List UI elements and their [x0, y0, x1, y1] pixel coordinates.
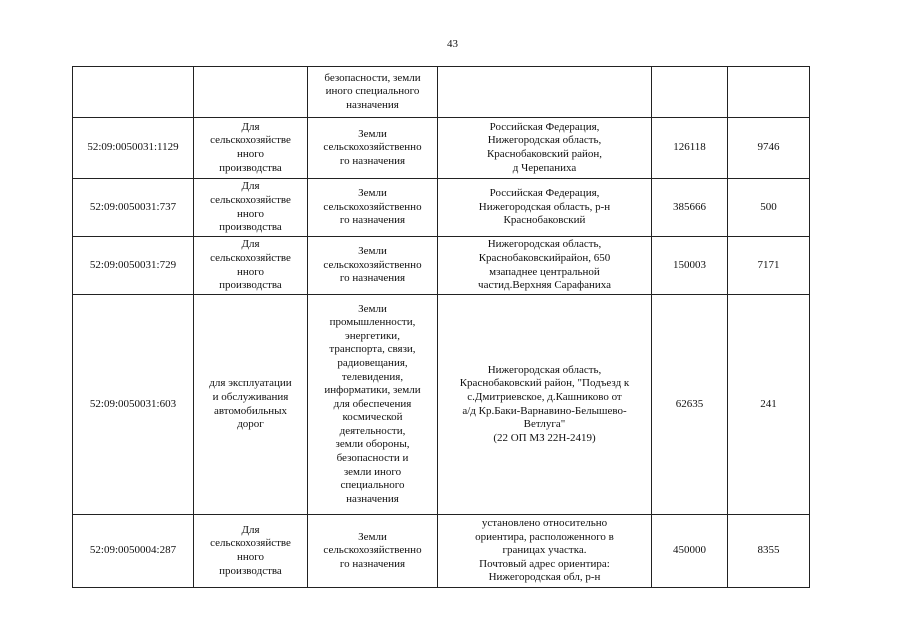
- cell-text-line: Для: [241, 523, 260, 536]
- cell-text-line: Нижегородская область,: [487, 238, 602, 251]
- cell-text-line: и обслуживания: [212, 390, 289, 403]
- cell-text-line: нного: [236, 148, 264, 160]
- permitted-use-cell: [194, 295, 308, 515]
- cadastral-number-cell: [73, 237, 194, 295]
- cell-text-line: автомобильных: [214, 404, 287, 417]
- cell-text-line: Российская Федерация,: [489, 120, 600, 133]
- cell-text-line: установлено относительно: [481, 517, 608, 530]
- cell-text-line: сельскохозяйстве: [210, 251, 291, 264]
- area-cell: [652, 515, 728, 588]
- table-row: [73, 237, 810, 295]
- cell-text-line: сельскохозяйственно: [323, 258, 422, 271]
- cell-text-line: Нижегородская область,: [487, 134, 602, 147]
- cadastral-number-cell: [73, 179, 194, 237]
- cell-text-line: Ветлуга": [523, 418, 566, 431]
- cell-text-line: мзападнее центральной: [489, 265, 600, 278]
- cell-text-line: радиовещания,: [337, 356, 408, 369]
- cell-text-line: сельскохозяйственно: [323, 544, 422, 557]
- table-row: [73, 118, 810, 179]
- permitted-use-cell: [194, 67, 308, 118]
- cell-text: 241: [760, 397, 777, 410]
- cell-text-line: Для: [241, 180, 260, 193]
- cell-text-line: сельскохозяйстве: [210, 193, 291, 206]
- cadastral-number-cell: [73, 118, 194, 179]
- table-row: [73, 67, 810, 118]
- land-category-cell: [308, 295, 438, 515]
- value-cell: [728, 295, 810, 515]
- cell-text-line: сельскохозяйстве: [210, 134, 291, 147]
- land-category-cell: [308, 237, 438, 295]
- cell-text-line: безопасности и: [336, 452, 409, 465]
- area-cell: [652, 295, 728, 515]
- cell-text: 7171: [757, 258, 780, 271]
- cell-text-line: информатики, земли: [324, 384, 421, 397]
- cell-text-line: частид.Верхняя Сарафаниха: [478, 279, 611, 292]
- value-cell: [728, 515, 810, 588]
- cell-text-line: Краснобаковскийрайон, 650: [478, 251, 611, 264]
- cell-text-line: нного: [236, 207, 264, 220]
- cell-text-line: Земли: [358, 302, 387, 315]
- permitted-use-cell: [194, 515, 308, 588]
- cell-text-line: ориентира, расположенного в: [475, 530, 614, 543]
- cell-text: 52:09:0050031:729: [89, 258, 177, 271]
- cell-text-line: сельскохозяйственно: [323, 200, 422, 213]
- cell-text-line: энергетики,: [345, 329, 400, 342]
- cell-text-line: специального: [340, 479, 405, 492]
- cell-text-line: производства: [219, 161, 282, 174]
- cell-text-line: назначения: [346, 492, 399, 505]
- value-cell: [728, 118, 810, 179]
- cell-text-line: Краснобаковский район,: [486, 148, 603, 160]
- cell-text-line: Земли: [358, 127, 387, 140]
- cell-text-line: иного специального: [325, 85, 420, 98]
- permitted-use-cell: [194, 179, 308, 237]
- cell-text-line: границах участка.: [502, 544, 587, 557]
- cell-text-line: го назначения: [339, 214, 406, 227]
- cell-text: 450000: [673, 544, 706, 557]
- area-cell: [652, 237, 728, 295]
- cell-text-line: для обеспечения: [333, 397, 412, 410]
- cell-text-line: для эксплуатации: [209, 377, 292, 390]
- table-row: [73, 515, 810, 588]
- address-cell: [438, 515, 652, 588]
- cell-text-line: земли иного: [343, 465, 402, 478]
- cell-text: 8355: [757, 544, 780, 557]
- table-row: [73, 295, 810, 515]
- cell-text-line: го назначения: [339, 557, 406, 570]
- cell-text: 385666: [673, 200, 706, 213]
- cell-text-line: Нижегородская обл, р-н: [488, 571, 601, 584]
- area-cell: [652, 118, 728, 179]
- cell-text-line: Земли: [358, 187, 387, 200]
- cell-text-line: Краснобаковский: [503, 214, 586, 227]
- cell-text: 126118: [673, 141, 706, 154]
- value-cell: [728, 237, 810, 295]
- cell-text-line: Для: [241, 120, 260, 133]
- cell-text-line: назначения: [346, 98, 399, 111]
- address-cell: [438, 67, 652, 118]
- cell-text-line: производства: [219, 221, 282, 234]
- cell-text-line: промышленности,: [329, 316, 416, 329]
- value-cell: [728, 67, 810, 118]
- cell-text-line: Нижегородская область, р-н: [478, 200, 611, 213]
- cadastral-number-cell: [73, 67, 194, 118]
- cell-text-line: Земли: [358, 245, 387, 258]
- address-cell: [438, 237, 652, 295]
- cell-text-line: Нижегородская область,: [487, 363, 602, 376]
- cell-text-line: дорог: [237, 418, 264, 431]
- cell-text: 62635: [675, 397, 704, 410]
- land-category-cell: [308, 118, 438, 179]
- cell-text: 52:09:0050031:1129: [87, 141, 179, 154]
- cell-text: 9746: [757, 141, 780, 154]
- cell-text-line: с.Дмитриевское, д.Кашниково от: [467, 390, 622, 403]
- land-category-cell: [308, 67, 438, 118]
- cell-text-line: земли обороны,: [335, 438, 410, 451]
- cell-text-line: нного: [236, 265, 264, 278]
- land-category-cell: [308, 179, 438, 237]
- cell-text-line: Краснобаковский район, "Подъезд к: [459, 377, 630, 390]
- cell-text-line: а/д Кр.Баки-Варнавино-Белышево-: [462, 404, 627, 417]
- cell-text: 150003: [673, 258, 706, 271]
- address-cell: [438, 118, 652, 179]
- cell-text: 500: [760, 200, 777, 213]
- table-row: [73, 179, 810, 237]
- land-plots-table: [72, 66, 810, 588]
- land-category-cell: [308, 515, 438, 588]
- permitted-use-cell: [194, 118, 308, 179]
- cell-text-line: Российская Федерация,: [489, 187, 600, 200]
- area-cell: [652, 179, 728, 237]
- cell-text-line: производства: [219, 564, 282, 577]
- address-cell: [438, 179, 652, 237]
- cell-text-line: д Черепаниха: [512, 161, 577, 174]
- address-cell: [438, 295, 652, 515]
- cell-text-line: космической: [342, 411, 403, 424]
- cell-text-line: (22 ОП МЗ 22Н-2419): [493, 431, 596, 444]
- cell-text-line: сельскохозяйственно: [323, 141, 422, 154]
- cell-text-line: деятельности,: [339, 424, 406, 437]
- value-cell: [728, 179, 810, 237]
- cadastral-number-cell: [73, 515, 194, 588]
- cell-text-line: транспорта, связи,: [329, 343, 416, 356]
- cell-text: 52:09:0050004:287: [89, 544, 177, 557]
- cell-text-line: безопасности, земли: [324, 71, 421, 84]
- cadastral-number-cell: [73, 295, 194, 515]
- cell-text: 52:09:0050031:737: [89, 200, 177, 213]
- cell-text-line: го назначения: [339, 272, 406, 285]
- cell-text-line: сельскохозяйстве: [210, 537, 291, 550]
- cell-text-line: го назначения: [339, 154, 406, 167]
- permitted-use-cell: [194, 237, 308, 295]
- area-cell: [652, 67, 728, 118]
- cell-text-line: Земли: [358, 530, 387, 543]
- cell-text-line: нного: [236, 551, 264, 563]
- cell-text-line: телевидения,: [341, 370, 404, 383]
- cell-text-line: Почтовый адрес ориентира:: [479, 557, 610, 570]
- cell-text-line: производства: [219, 279, 282, 292]
- cell-text: 52:09:0050031:603: [89, 397, 177, 410]
- cell-text-line: Для: [241, 238, 260, 251]
- page-number: 43: [447, 38, 458, 50]
